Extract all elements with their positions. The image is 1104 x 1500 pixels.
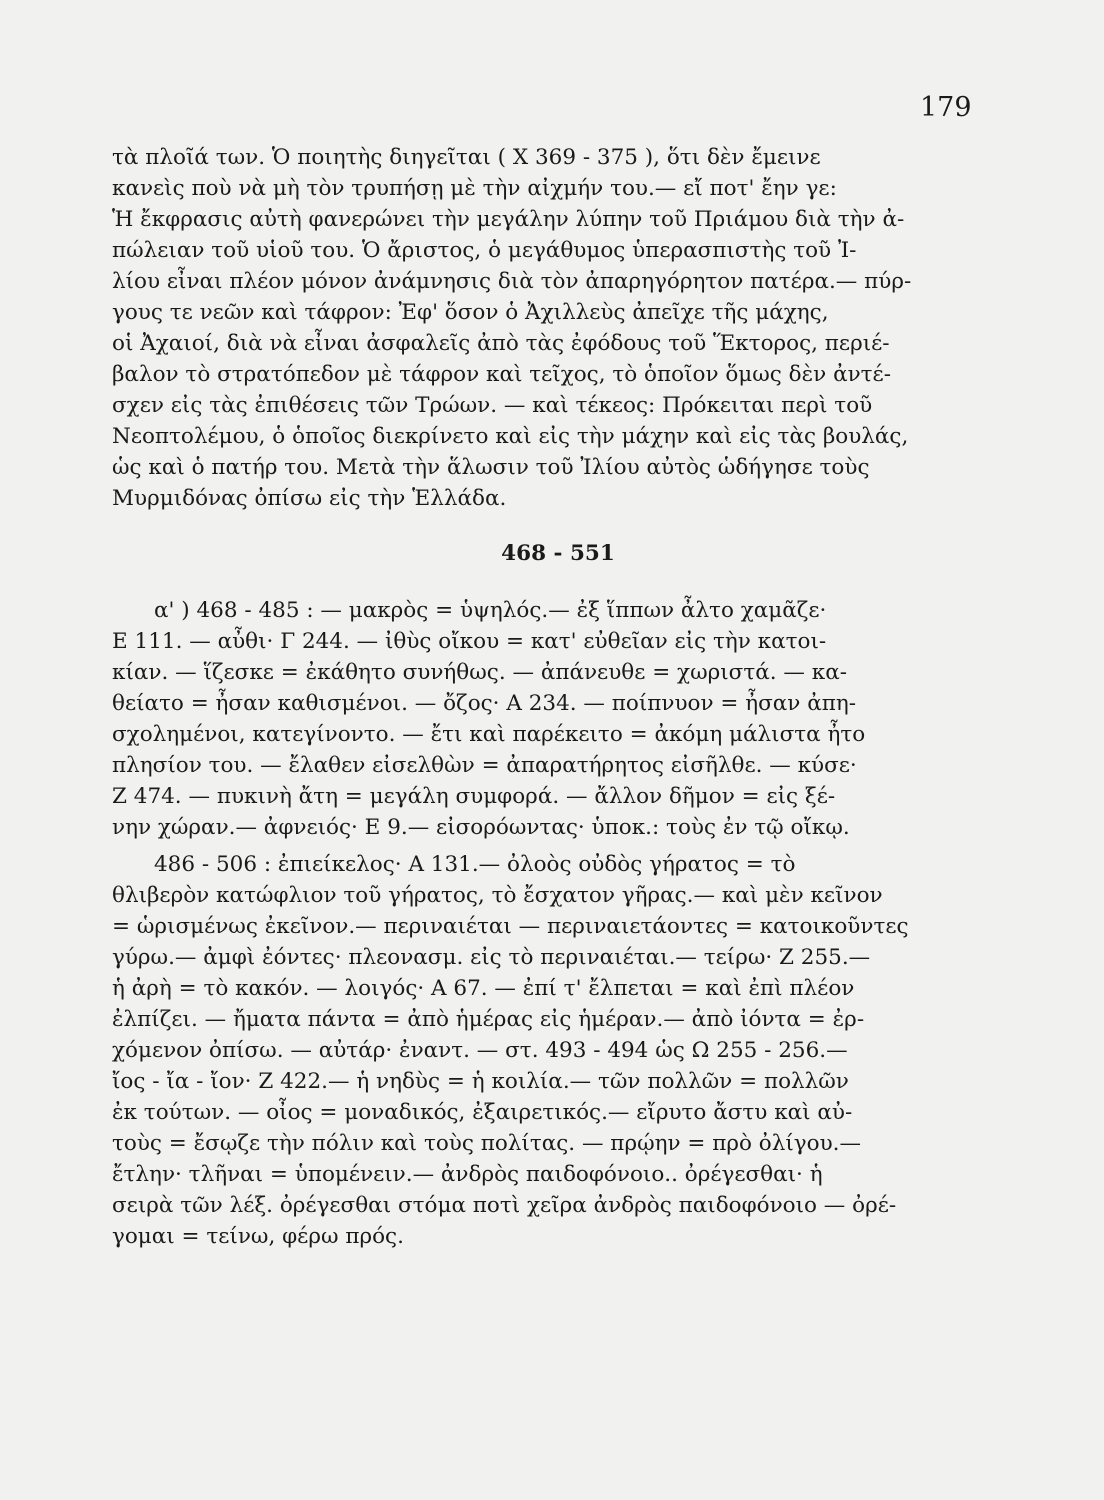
commentary-text [112,142,964,1252]
text-line: ἴος - ἴα - ἴον· Z 422.— ἡ νηδὺς = ἡ κοιλία.— τῶν πολλῶν = πολλῶν [112,1069,849,1094]
text-line: ὡς καὶ ὁ πατήρ του. Μετὰ τὴν ἅλωσιν τοῦ Ἰλίου αὐτὸς ὡδήγησε τοὺς [112,455,870,480]
text-line: τὰ πλοῖά των. Ὁ ποιητὴς διηγεῖται ( X 369 - 375 ), ὅτι δὲν ἔμεινε [112,145,821,170]
text-line: γους τε νεῶν καὶ τάφρον: Ἐφ' ὅσον ὁ Ἀχιλλεὺς ἀπεῖχε τῆς μάχης, [112,300,829,325]
text-line: α' ) 468 - 485 : — μακρὸς = ὑψηλός.— ἐξ ἵππων ἆλτο χαμᾶζε· [154,598,827,623]
text-line: 486 - 506 : ἐπιείκελος· A 131.— ὀλοὸς οὐδὸς γήρατος = τὸ [154,852,796,877]
text-line: γομαι = τείνω, φέρω πρός. [112,1224,404,1249]
spacer [112,569,964,595]
text-line: Z 474. — πυκινὴ ἄτη = μεγάλη συμφορά. — ἄλλον δῆμον = εἰς ξέ- [112,784,836,809]
text-line: θλιβερὸν κατώφλιον τοῦ γήρατος, τὸ ἔσχατον γῆρας.— καὶ μὲν κεῖνον [112,883,883,908]
text-line: σχεν εἰς τὰς ἐπιθέσεις τῶν Τρώων. — καὶ τέκεος: Πρόκειται περὶ τοῦ [112,393,873,418]
text-line: Νεοπτολέμου, ὁ ὁποῖος διεκρίνετο καὶ εἰς τὴν μάχην καὶ εἰς τὰς βουλάς, [112,424,909,449]
section-heading: 468 - 551 [501,541,615,566]
text-line: σχολημένοι, κατεγίνοντο. — ἔτι καὶ παρέκειτο = ἀκόμη μάλιστα ἦτο [112,722,866,747]
text-line: κανεὶς ποὺ νὰ μὴ τὸν τρυπήσῃ μὲ τὴν αἰχμήν του.— εἴ ποτ' ἔην γε: [112,176,837,201]
text-line: E 111. — αὖθι· Γ 244. — ἰθὺς οἴκου = κατ' εὐθεῖαν εἰς τὴν κατοι- [112,629,827,654]
text-line: ἡ ἀρὴ = τὸ κακόν. — λοιγός· A 67. — ἐπί τ' ἔλπεται = καὶ ἐπὶ πλέον [112,976,855,1001]
text-line: σειρὰ τῶν λέξ. ὀρέγεσθαι στόμα ποτὶ χεῖρα ἀνδρὸς παιδοφόνοιο — ὀρέ- [112,1193,897,1218]
text-line: βαλον τὸ στρατόπεδον μὲ τάφρον καὶ τεῖχος, τὸ ὁποῖον ὅμως δὲν ἀντέ- [112,362,891,387]
page-number: 179 [920,92,972,123]
text-line: = ὡρισμένως ἐκεῖνον.— περιναιέται — περιναιετάοντες = κατοικοῦντες [112,914,909,939]
text-line: πλησίον του. — ἔλαθεν εἰσελθὼν = ἀπαρατήρητος εἰσῆλθε. — κύσε· [112,753,857,778]
text-line: νην χώραν.— ἀφνειός· E 9.— εἰσορόωντας· ὑποκ.: τοὺς ἐν τῷ οἴκῳ. [112,815,850,840]
text-line: πώλειαν τοῦ υἱοῦ του. Ὁ ἄριστος, ὁ μεγάθυμος ὑπερασπιστὴς τοῦ Ἰ- [112,238,857,263]
text-line: χόμενον ὀπίσω. — αὐτάρ· ἐναντ. — στ. 493 - 494 ὡς Ω 255 - 256.— [112,1038,848,1063]
text-line: τοὺς = ἔσῳζε τὴν πόλιν καὶ τοὺς πολίτας. — πρῴην = πρὸ ὀλίγου.— [112,1131,861,1156]
text-line: ἐκ τούτων. — οἶος = μοναδικός, ἐξαιρετικός.— εἴρυτο ἄστυ καὶ αὐ- [112,1100,853,1125]
text-line: ἔτλην· τλῆναι = ὑπομένειν.— ἀνδρὸς παιδοφόνοιο.. ὀρέγεσθαι· ἡ [112,1162,823,1187]
text-line: Ἡ ἔκφρασις αὐτὴ φανερώνει τὴν μεγάλην λύπην τοῦ Πριάμου διὰ τὴν ἀ- [112,207,905,232]
text-line: οἱ Ἀχαιοί, διὰ νὰ εἶναι ἀσφαλεῖς ἀπὸ τὰς ἐφόδους τοῦ Ἕκτορος, περιέ- [112,331,890,356]
text-line: θείατο = ἦσαν καθισμένοι. — ὄζος· A 234. — ποίπνυον = ἦσαν ἀπη- [112,691,856,716]
text-line: ἐλπίζει. — ἤματα πάντα = ἀπὸ ἡμέρας εἰς ἡμέραν.— ἀπὸ ἰόντα = ἐρ- [112,1007,865,1032]
text-line: γύρω.— ἀμφὶ ἐόντες· πλεονασμ. εἰς τὸ περιναιέται.— τείρω· Z 255.— [112,945,871,970]
text-line: λίου εἶναι πλέον μόνον ἀνάμνησις διὰ τὸν ἀπαρηγόρητον πατέρα.— πύρ- [112,269,912,294]
text-line: κίαν. — ἵζεσκε = ἐκάθητο συνήθως. — ἀπάνευθε = χωριστά. — κα- [112,660,847,685]
text-line: Μυρμιδόνας ὀπίσω εἰς τὴν Ἑλλάδα. [112,486,507,511]
